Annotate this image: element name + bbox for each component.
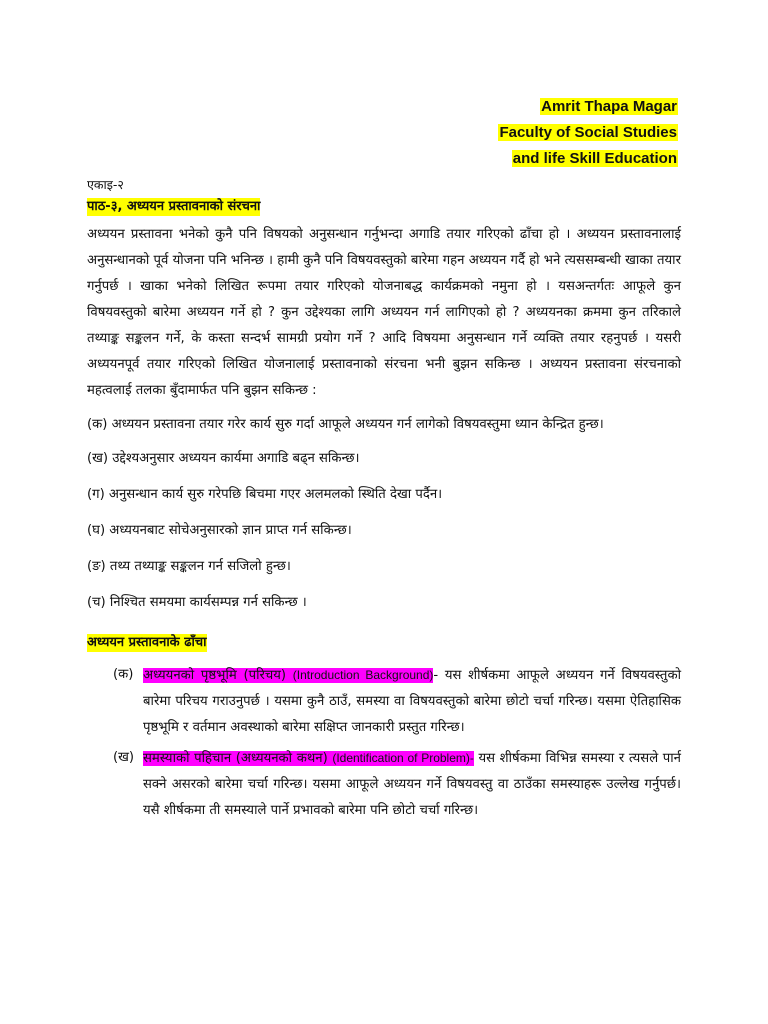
document-content: [87, 176, 681, 824]
framework-title-ka-en: (Introduction Background): [292, 668, 434, 682]
intro-paragraph: अध्ययन प्रस्तावना भनेको कुनै पनि विषयको अनुसन्धान गर्नुभन्दा अगाडि तयार गरिएको ढाँचा हो । अध्ययन प्रस्तावनालाई अनुसन्धानको पूर्व योजना पनि भनिन्छ । हामी कुनै पनि विषयवस्तुको बारेमा गहन अध्ययन गर्दै हो भने त्यससम्बन्धी खाका तयार गर्नुपर्छ । खाका भनेको लिखित रूपमा तयार गरिएको योजनाबद्ध कार्यक्रमको नमुना हो । यसअन्तर्गतः आफूले कुन विषयवस्तुको बारेमा अध्ययन गर्ने हो ? कुन उद्देश्यका लागि अध्ययन गर्न लागिएको हो ? अध्ययनका क्रममा कुन तरिकाले तथ्याङ्क सङ्कलन गर्ने, के कस्ता सन्दर्भ सामग्री प्रयोग गर्ने ? आदि विषयमा अनुसन्धान गर्ने व्यक्ति तयार रहनुपर्छ । यसरी अध्ययनपूर्व तयार गरिएको लिखित योजनालाई प्रस्तावनाको संरचना भनी बुझन सकिन्छ । अध्ययन प्रस्तावना संरचनाको महत्वलाई तलका बुँदामार्फत पनि बुझन सकिन्छ :: [87, 227, 681, 398]
framework-marker-kha: (ख): [113, 750, 135, 765]
point-gha: (घ) अध्ययनबाट सोचेअनुसारको ज्ञान प्राप्त गर्न सकिन्छ।: [87, 523, 352, 538]
framework-title-kha-np: समस्याको पहिचान (अध्ययनको कथन): [143, 751, 328, 766]
point-nga: (ङ) तथ्य तथ्याङ्क सङ्कलन गर्न सजिलो हुन्छ।: [87, 559, 291, 574]
framework-marker-ka: (क): [113, 667, 134, 682]
point-kha: (ख) उद्देश्यअनुसार अध्ययन कार्यमा अगाडि बढ्न सकिन्छ।: [87, 451, 360, 466]
framework-item-kha: [113, 745, 681, 824]
author-block: [498, 94, 678, 172]
framework-heading: अध्ययन प्रस्तावनाके ढाँचा: [87, 635, 207, 650]
framework-item-ka: [113, 662, 681, 741]
author-faculty-line-2: and life Skill Education: [512, 150, 677, 167]
framework-title-kha: [143, 751, 474, 766]
lesson-heading: पाठ-३, अध्ययन प्रस्तावनाको संरचना: [87, 199, 261, 214]
author-name: Amrit Thapa Magar: [541, 98, 677, 115]
point-ka: (क) अध्ययन प्रस्तावना तयार गरेर कार्य सुरु गर्दा आफूले अध्ययन गर्न लागेको विषयवस्तुमा ध्यान केन्द्रित हुन्छ।: [87, 417, 604, 432]
point-cha: (च) निश्चित समयमा कार्यसम्पन्न गर्न सकिन्छ ।: [87, 595, 307, 610]
framework-title-ka: [143, 668, 433, 683]
framework-body-kha: यस शीर्षकमा विभिन्न समस्या र त्यसले पार्न सक्ने असरको बारेमा चर्चा गरिन्छ। यसमा आफूले अध्ययन गर्ने विषयवस्तु वा ठाउँका समस्याहरू उल्लेख गर्नुपर्छ। यसै शीर्षकमा ती समस्याले पार्ने प्रभावको बारेमा पनि छोटो चर्चा गरिन्छ।: [143, 751, 681, 818]
unit-label: एकाइ-२: [87, 177, 124, 192]
framework-body-ka: - यस शीर्षकमा आफूले अध्ययन गर्ने विषयवस्तुको बारेमा परिचय गराउनुपर्छ । यसमा कुनै ठाउँ, समस्या वा विषयवस्तुको बारेमा छोटो चर्चा गरिन्छ। यसमा ऐतिहासिक पृष्ठभूमि र वर्तमान अवस्थाको बारेमा सक्षिप्त जानकारी प्रस्तुत गरिन्छ।: [143, 668, 681, 735]
author-faculty-line-1: Faculty of Social Studies: [499, 124, 677, 141]
framework-title-kha-en: (Identification of Problem)-: [332, 751, 474, 765]
point-ga: (ग) अनुसन्धान कार्य सुरु गरेपछि बिचमा गएर अलमलको स्थिति देखा पर्दैन।: [87, 487, 443, 502]
framework-title-ka-np: अध्ययनको पृष्ठभूमि (परिचय): [143, 668, 287, 683]
